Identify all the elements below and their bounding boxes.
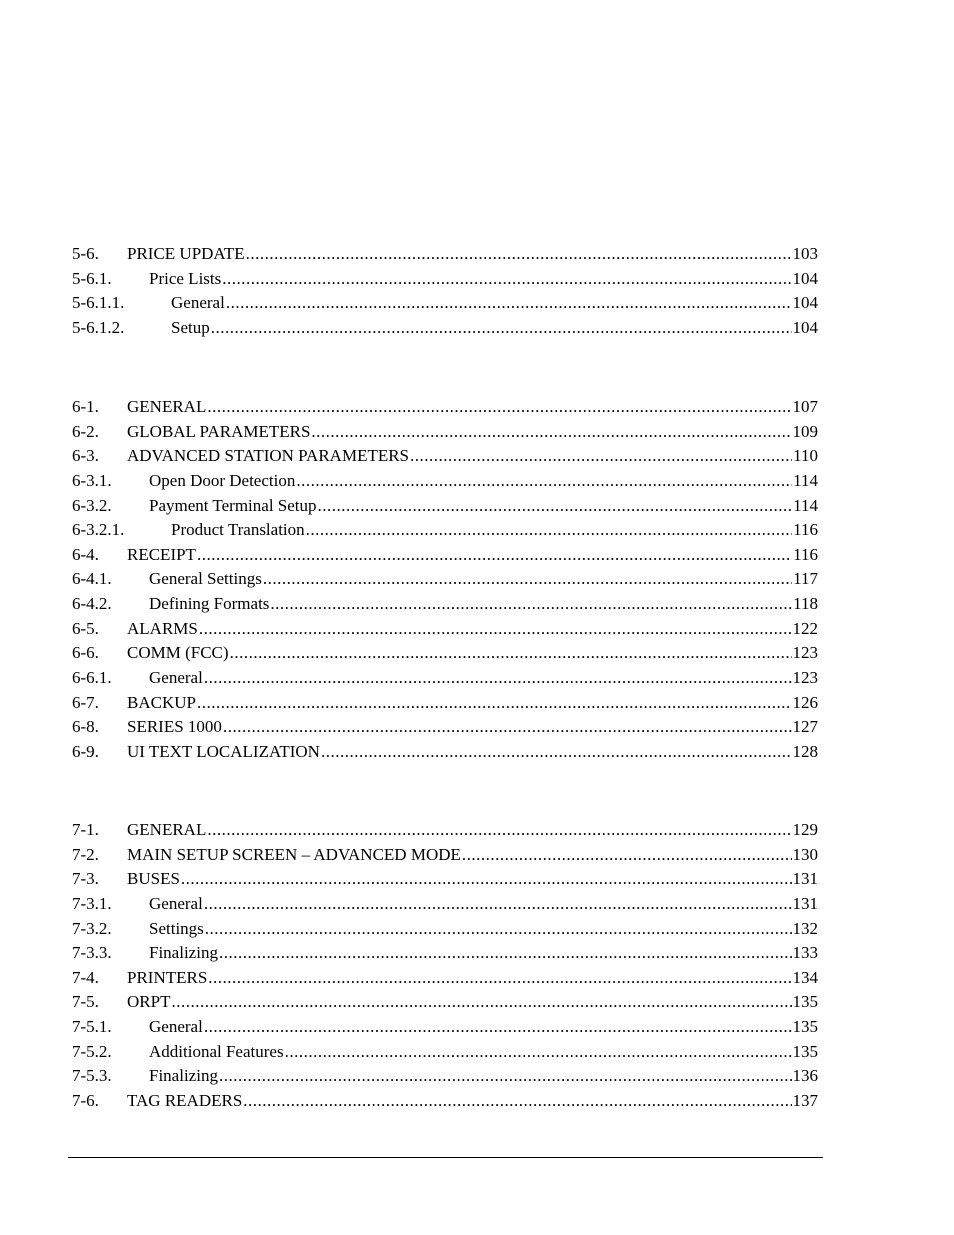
toc-entry-page: 131 bbox=[792, 893, 818, 913]
toc-entry-title: General Settings bbox=[149, 569, 262, 589]
toc-entry-number: 7-5. bbox=[72, 992, 99, 1012]
toc-entry[interactable] bbox=[72, 641, 818, 666]
toc-entry-number: 7-6. bbox=[72, 1091, 99, 1111]
toc-entry[interactable] bbox=[72, 420, 818, 445]
toc-entry-number: 5-6.1. bbox=[72, 268, 112, 288]
toc-entry[interactable] bbox=[72, 715, 818, 740]
toc-entry-number: 6-6. bbox=[72, 643, 99, 663]
toc-entry-page: 109 bbox=[792, 421, 818, 441]
toc-entry-title: Finalizing bbox=[149, 1066, 218, 1086]
toc-entry-title: Open Door Detection bbox=[149, 470, 296, 490]
toc-entry[interactable] bbox=[72, 617, 818, 642]
toc-entry-page: 116 bbox=[793, 520, 818, 540]
toc-entry-number: 6-2. bbox=[72, 421, 99, 441]
toc-entry-number: 6-4.1. bbox=[72, 569, 112, 589]
toc-dot-leader bbox=[226, 291, 792, 316]
toc-entry-number: 7-5.2. bbox=[72, 1041, 112, 1061]
toc-entry[interactable] bbox=[72, 395, 818, 420]
toc-entry-page: 110 bbox=[793, 446, 818, 466]
toc-dot-leader bbox=[208, 966, 791, 991]
toc-entry[interactable] bbox=[72, 666, 818, 691]
toc-entry-number: 6-3. bbox=[72, 446, 99, 466]
toc-entry-title: TAG READERS bbox=[127, 1091, 243, 1111]
toc-entry[interactable] bbox=[72, 567, 818, 592]
toc-entry[interactable] bbox=[72, 543, 818, 568]
toc-section-5 bbox=[72, 242, 818, 341]
toc-dot-leader bbox=[296, 469, 792, 494]
toc-entry[interactable] bbox=[72, 469, 818, 494]
toc-entry[interactable] bbox=[72, 843, 818, 868]
toc-entry-page: 107 bbox=[792, 397, 818, 416]
toc-entry-number: 7-5.1. bbox=[72, 1017, 112, 1037]
toc-entry-title: Payment Terminal Setup bbox=[149, 495, 317, 515]
toc-entry-title: General bbox=[149, 1017, 203, 1037]
toc-dot-leader bbox=[211, 316, 792, 341]
toc-dot-leader bbox=[462, 843, 792, 868]
toc-entry-title: Finalizing bbox=[149, 943, 218, 963]
toc-dot-leader bbox=[270, 592, 792, 617]
toc-entry-number: 7-3. bbox=[72, 869, 99, 889]
toc-entry-number: 7-3.2. bbox=[72, 918, 112, 938]
toc-entry-title: ADVANCED STATION PARAMETERS bbox=[127, 446, 410, 466]
toc-dot-leader bbox=[204, 666, 792, 691]
toc-entry-page: 135 bbox=[792, 1041, 818, 1061]
toc-entry[interactable] bbox=[72, 1089, 818, 1114]
toc-dot-leader bbox=[222, 267, 791, 292]
toc-entry-page: 104 bbox=[792, 293, 818, 313]
toc-dot-leader bbox=[318, 494, 793, 519]
toc-entry-page: 103 bbox=[792, 244, 818, 263]
toc-entry-page: 104 bbox=[792, 317, 818, 337]
toc-entry-page: 123 bbox=[792, 668, 818, 688]
toc-entry-title: SERIES 1000 bbox=[127, 717, 222, 737]
toc-entry-page: 118 bbox=[793, 594, 818, 614]
toc-entry[interactable] bbox=[72, 691, 818, 716]
toc-dot-leader bbox=[171, 990, 791, 1015]
toc-dot-leader bbox=[207, 395, 791, 420]
toc-dot-leader bbox=[306, 518, 792, 543]
toc-entry-number: 5-6. bbox=[72, 244, 99, 263]
toc-entry[interactable] bbox=[72, 494, 818, 519]
toc-entry[interactable] bbox=[72, 740, 818, 765]
toc-entry-page: 116 bbox=[793, 544, 818, 564]
toc-entry[interactable] bbox=[72, 267, 818, 292]
toc-entry-page: 117 bbox=[793, 569, 818, 589]
toc-entry-title: PRICE UPDATE bbox=[127, 244, 245, 263]
toc-entry-title: General bbox=[171, 293, 225, 313]
toc-entry-title: GLOBAL PARAMETERS bbox=[127, 421, 311, 441]
toc-entry-page: 122 bbox=[792, 618, 818, 638]
toc-entry[interactable] bbox=[72, 1040, 818, 1065]
toc-entry-title: Product Translation bbox=[171, 520, 305, 540]
toc-dot-leader bbox=[197, 691, 792, 716]
toc-entry-page: 131 bbox=[792, 869, 818, 889]
toc-entry[interactable] bbox=[72, 518, 818, 543]
toc-entry-number: 6-4.2. bbox=[72, 594, 112, 614]
toc-entry[interactable] bbox=[72, 316, 818, 341]
toc-entry-title: ORPT bbox=[127, 992, 171, 1012]
toc-entry[interactable] bbox=[72, 1015, 818, 1040]
toc-entry-title: BUSES bbox=[127, 869, 180, 889]
toc-entry-page: 114 bbox=[793, 495, 818, 515]
toc-entry-number: 7-3.1. bbox=[72, 893, 112, 913]
toc-entry[interactable] bbox=[72, 242, 818, 267]
toc-entry[interactable] bbox=[72, 917, 818, 942]
toc-entry-number: 6-9. bbox=[72, 741, 99, 761]
toc-entry-number: 5-6.1.1. bbox=[72, 293, 125, 313]
footer-rule bbox=[68, 1157, 823, 1158]
toc-entry[interactable] bbox=[72, 990, 818, 1015]
toc-dot-leader bbox=[205, 917, 792, 942]
toc-entry-title: Price Lists bbox=[149, 268, 222, 288]
toc-entry[interactable] bbox=[72, 444, 818, 469]
toc-entry-number: 6-3.2. bbox=[72, 495, 112, 515]
toc-entry-title: COMM (FCC) bbox=[127, 643, 229, 663]
toc-entry-title: BACKUP bbox=[127, 692, 196, 712]
toc-dot-leader bbox=[321, 740, 792, 765]
toc-section-6 bbox=[72, 395, 818, 765]
toc-dot-leader bbox=[219, 1064, 792, 1089]
toc-entry-title: Settings bbox=[149, 918, 204, 938]
toc-entry-number: 7-1. bbox=[72, 820, 99, 839]
toc-dot-leader bbox=[410, 444, 792, 469]
toc-entry-page: 132 bbox=[792, 918, 818, 938]
toc-entry-title: UI TEXT LOCALIZATION bbox=[127, 741, 320, 761]
toc-entry-number: 6-5. bbox=[72, 618, 99, 638]
toc-entry-page: 114 bbox=[793, 470, 818, 490]
toc-entry-page: 134 bbox=[792, 967, 818, 987]
toc-entry-page: 135 bbox=[792, 1017, 818, 1037]
toc-dot-leader bbox=[285, 1040, 792, 1065]
toc-entry-page: 126 bbox=[792, 692, 818, 712]
toc-entry-title: MAIN SETUP SCREEN – ADVANCED MODE bbox=[127, 844, 461, 864]
toc-entry[interactable] bbox=[72, 291, 818, 316]
toc-entry[interactable] bbox=[72, 966, 818, 991]
toc-entry-number: 6-3.1. bbox=[72, 470, 112, 490]
toc-dot-leader bbox=[311, 420, 791, 445]
toc-entry-page: 130 bbox=[792, 844, 818, 864]
toc-entry-number: 6-4. bbox=[72, 544, 99, 564]
toc-dot-leader bbox=[219, 941, 792, 966]
toc-entry-number: 6-1. bbox=[72, 397, 99, 416]
toc-entry[interactable] bbox=[72, 941, 818, 966]
toc-dot-leader bbox=[246, 242, 792, 267]
toc-entry[interactable] bbox=[72, 1064, 818, 1089]
toc-entry[interactable] bbox=[72, 592, 818, 617]
toc-dot-leader bbox=[204, 1015, 792, 1040]
toc-entry-number: 7-3.3. bbox=[72, 943, 112, 963]
toc-entry-title: General bbox=[149, 893, 203, 913]
toc-entry[interactable] bbox=[72, 867, 818, 892]
toc-entry-title: Additional Features bbox=[149, 1041, 284, 1061]
toc-entry-title: ALARMS bbox=[127, 618, 198, 638]
toc-entry-number: 5-6.1.2. bbox=[72, 317, 125, 337]
toc-entry-title: GENERAL bbox=[127, 820, 207, 839]
toc-dot-leader bbox=[181, 867, 792, 892]
toc-dot-leader bbox=[243, 1089, 791, 1114]
toc-dot-leader bbox=[223, 715, 792, 740]
toc-entry-page: 129 bbox=[792, 820, 818, 839]
toc-entry-page: 133 bbox=[792, 943, 818, 963]
toc-entry-number: 6-7. bbox=[72, 692, 99, 712]
toc-dot-leader bbox=[199, 617, 792, 642]
toc-entry-title: Setup bbox=[171, 317, 210, 337]
toc-entry-number: 7-5.3. bbox=[72, 1066, 112, 1086]
toc-entry-page: 136 bbox=[792, 1066, 818, 1086]
toc-entry-title: General bbox=[149, 668, 203, 688]
toc-entry-page: 127 bbox=[792, 717, 818, 737]
toc-entry-title: Defining Formats bbox=[149, 594, 270, 614]
toc-entry-title: PRINTERS bbox=[127, 967, 208, 987]
toc-entry-number: 6-6.1. bbox=[72, 668, 112, 688]
toc-entry-number: 6-3.2.1. bbox=[72, 520, 125, 540]
toc-entry[interactable] bbox=[72, 818, 818, 843]
toc-entry-page: 137 bbox=[792, 1091, 818, 1111]
toc-dot-leader bbox=[263, 567, 792, 592]
toc-dot-leader bbox=[197, 543, 792, 568]
toc-entry-number: 7-2. bbox=[72, 844, 99, 864]
toc-entry[interactable] bbox=[72, 892, 818, 917]
toc-entry-title: RECEIPT bbox=[127, 544, 196, 564]
toc-entry-page: 104 bbox=[792, 268, 818, 288]
toc-entry-page: 135 bbox=[792, 992, 818, 1012]
toc-section-7 bbox=[72, 818, 818, 1114]
toc-entry-number: 6-8. bbox=[72, 717, 99, 737]
toc-dot-leader bbox=[204, 892, 792, 917]
toc-dot-leader bbox=[230, 641, 792, 666]
toc-dot-leader bbox=[207, 818, 791, 843]
toc-entry-number: 7-4. bbox=[72, 967, 99, 987]
toc-entry-page: 128 bbox=[792, 741, 818, 761]
toc-entry-title: GENERAL bbox=[127, 397, 207, 416]
toc-entry-page: 123 bbox=[792, 643, 818, 663]
